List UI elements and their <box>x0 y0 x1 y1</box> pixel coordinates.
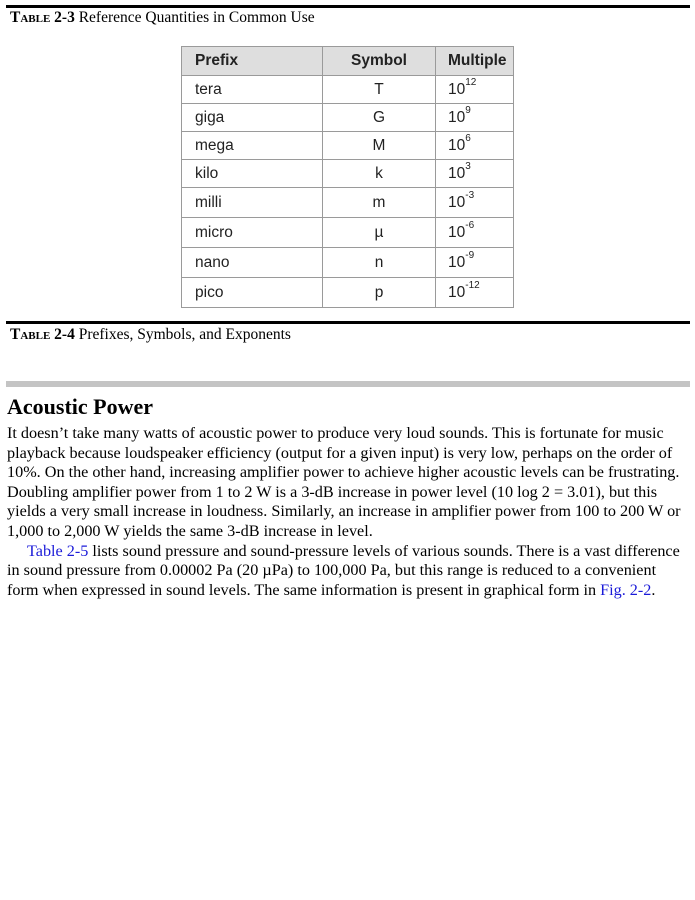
table-bottom-rule <box>6 321 690 324</box>
cell-multiple <box>436 218 514 248</box>
cell-symbol: T <box>323 76 436 104</box>
table-2-5-link[interactable]: Table 2-5 <box>27 541 89 560</box>
paragraph <box>7 542 691 601</box>
cell-prefix: pico <box>182 278 323 308</box>
multiple-base: 10 <box>448 136 466 154</box>
multiple-exponent: -12 <box>465 280 480 292</box>
header-prefix: Prefix <box>182 47 323 76</box>
multiple-base: 10 <box>448 223 466 241</box>
cell-symbol: m <box>323 188 436 218</box>
table-row <box>182 218 514 248</box>
multiple-base: 10 <box>448 80 466 98</box>
cell-symbol: µ <box>323 218 436 248</box>
multiple-base: 10 <box>448 193 466 211</box>
multiple-exponent: 9 <box>465 105 471 117</box>
cell-prefix: tera <box>182 76 323 104</box>
cell-symbol: k <box>323 160 436 188</box>
cell-multiple <box>436 188 514 218</box>
section-heading: Acoustic Power <box>7 394 154 419</box>
multiple-exponent: -9 <box>465 250 475 262</box>
cell-symbol: n <box>323 248 436 278</box>
caption-text: Reference Quantities in Common Use <box>74 9 315 26</box>
caption-label: Table 2-4 <box>10 326 75 343</box>
cell-prefix: giga <box>182 104 323 132</box>
table-row <box>182 160 514 188</box>
caption-label: Table 2-3 <box>10 9 75 26</box>
cell-multiple <box>436 248 514 278</box>
table-row <box>182 132 514 160</box>
table-header-row <box>182 47 514 76</box>
cell-prefix: mega <box>182 132 323 160</box>
multiple-exponent: 3 <box>465 161 471 173</box>
cell-multiple <box>436 132 514 160</box>
table-row <box>182 278 514 308</box>
table-row <box>182 248 514 278</box>
paragraph-text: lists sound pressure and sound-pressure levels of various sounds. There is a vast difference in sound pressure from 0.00002 Pa (20 µPa) to 100,000 Pa, but this range is reduced to a convenient form when expressed in sound levels. The same information is present in graphical form in <box>7 541 680 599</box>
paragraph-end: . <box>651 580 656 599</box>
cell-symbol: M <box>323 132 436 160</box>
section-divider <box>6 381 690 387</box>
prefix-table <box>181 46 514 308</box>
cell-symbol: G <box>323 104 436 132</box>
paragraph: It doesn’t take many watts of acoustic power to produce very loud sounds. This is fortunate for music playback because loudspeaker efficiency (output for a given input) is very low, perhaps on the order of 10%. On the other hand, increasing amplifier power to achieve higher acoustic levels can be frustrating. Doubling amplifier power from 1 to 2 W is a 3-dB increase in power level (10 log 2 = 3.01), but this yields a very small increase in loudness. Similarly, an increase in amplifier power from 100 to 200 W or 1,000 to 2,000 W yields the same 3-dB increase in level. <box>7 424 681 540</box>
top-rule <box>6 5 690 8</box>
multiple-base: 10 <box>448 164 466 182</box>
cell-prefix: micro <box>182 218 323 248</box>
cell-prefix: milli <box>182 188 323 218</box>
cell-multiple <box>436 160 514 188</box>
header-symbol: Symbol <box>323 47 436 76</box>
section-body <box>7 424 691 600</box>
cell-multiple <box>436 76 514 104</box>
multiple-exponent: 6 <box>465 133 471 145</box>
table-caption-top <box>10 9 315 27</box>
table-row <box>182 188 514 218</box>
cell-multiple <box>436 104 514 132</box>
multiple-exponent: 12 <box>465 77 477 89</box>
caption-text: Prefixes, Symbols, and Exponents <box>74 326 291 343</box>
table-row <box>182 76 514 104</box>
fig-2-2-link[interactable]: Fig. 2-2 <box>600 580 652 599</box>
multiple-base: 10 <box>448 253 466 271</box>
cell-multiple <box>436 278 514 308</box>
cell-prefix: kilo <box>182 160 323 188</box>
multiple-exponent: -6 <box>465 220 475 232</box>
cell-prefix: nano <box>182 248 323 278</box>
multiple-base: 10 <box>448 283 466 301</box>
multiple-exponent: -3 <box>465 190 475 202</box>
header-multiple: Multiple <box>436 47 514 76</box>
cell-symbol: p <box>323 278 436 308</box>
table-row <box>182 104 514 132</box>
table-caption-bottom <box>10 326 291 344</box>
multiple-base: 10 <box>448 108 466 126</box>
